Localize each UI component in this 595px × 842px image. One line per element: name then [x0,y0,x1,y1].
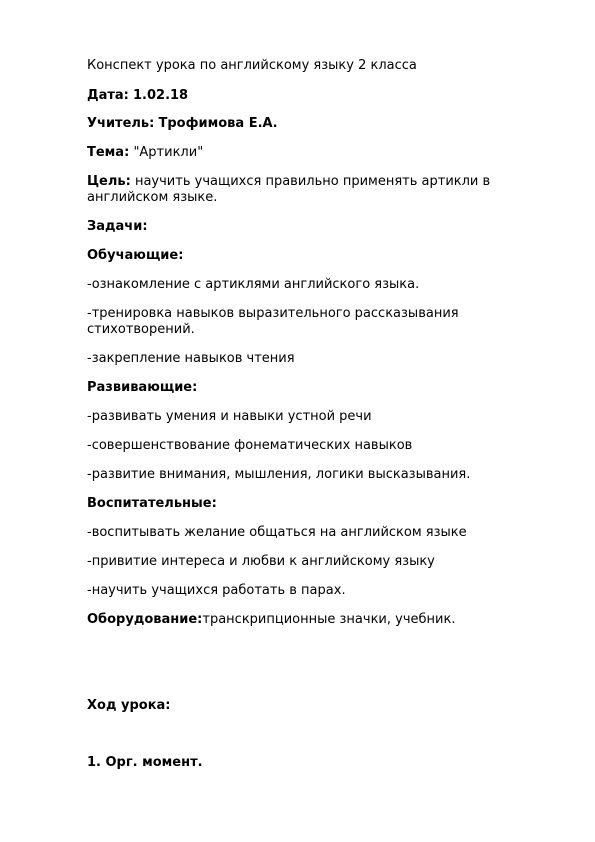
educational-item-2: -привитие интереса и любви к английскому языку [87,554,435,569]
teaching-heading: Обучающие: [87,248,184,263]
developing-item-2: -совершенствование фонематических навыков [87,438,413,453]
educational-item-3: -научить учащихся работать в парах. [87,583,346,598]
developing-heading: Развивающие: [87,380,198,395]
teaching-item-2-cont: стихотворений. [87,322,195,337]
date-line [87,88,188,104]
goal-text-1: научить учащихся правильно применять артикли в [134,174,491,189]
developing-item-3: -развитие внимания, мышления, логики высказывания. [87,467,471,482]
lesson-flow-heading: Ход урока: [87,698,171,713]
teacher-label: Учитель: [87,116,155,131]
equipment-value: транскрипционные значки, учебник. [202,612,456,627]
teaching-item-1: -ознакомление с артиклями английского языка. [87,277,420,292]
topic-value: "Артикли" [133,145,204,160]
teacher-value: Трофимова Е.А. [158,116,278,131]
document-title: Конспект урока по английскому языку 2 класса [87,58,417,73]
developing-item-1: -развивать умения и навыки устной речи [87,409,372,424]
goal-line-1 [87,174,490,190]
equipment-label: Оборудование: [87,612,203,627]
teacher-line [87,116,278,132]
date-label: Дата: [87,88,129,103]
goal-text-2: английском языке. [87,190,218,205]
topic-label: Тема: [87,145,130,160]
step-1-heading: 1. Орг. момент. [87,755,203,770]
teaching-item-3: -закрепление навыков чтения [87,351,295,366]
date-value: 1.02.18 [133,88,189,103]
topic-line [87,145,203,161]
educational-item-1: -воспитывать желание общаться на английском языке [87,525,467,540]
teaching-item-2: -тренировка навыков выразительного рассказывания [87,306,459,321]
tasks-heading: Задачи: [87,219,148,234]
goal-label: Цель: [87,174,131,189]
equipment-line [87,612,455,628]
educational-heading: Воспитательные: [87,496,217,511]
